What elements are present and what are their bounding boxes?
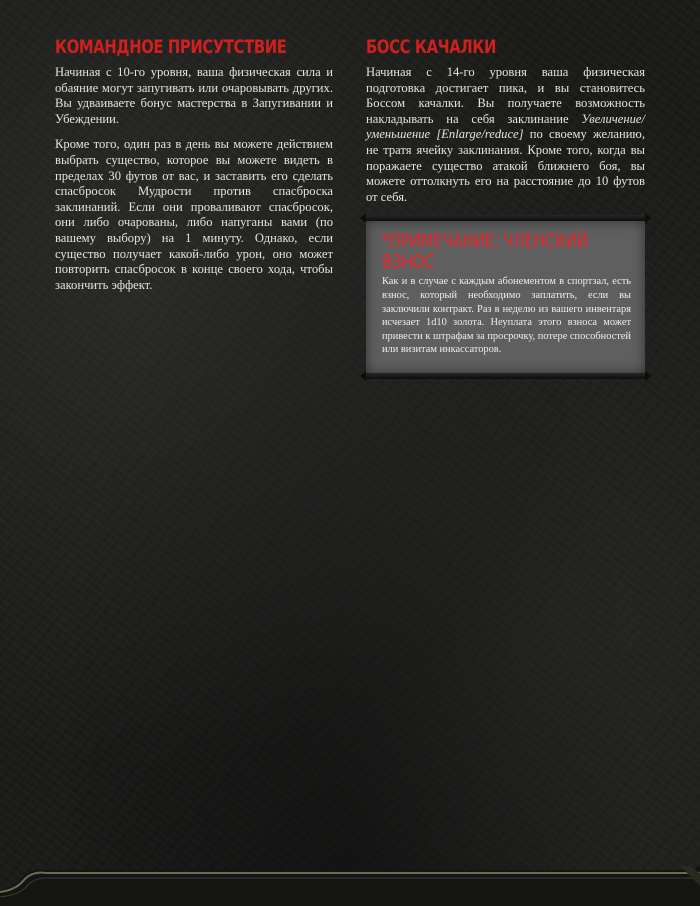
note-title: *ПРИМЕЧАНИЕ: ЧЛЕНСКИЙ ВЗНОС — [382, 230, 588, 274]
note-bottom-bar — [366, 373, 645, 379]
paragraph-commanding-presence-1: Начиная с 10-го уровня, ваша физическая сила и обаяние могут запугивать или очаровывать других. Вы удваиваете бонус мастерства в Запугивании и Убеждении. — [55, 65, 333, 126]
section-title-commanding-presence: КОМАНДНОЕ ПРИСУТСТВИЕ — [55, 36, 287, 58]
spell-name-enlarge-reduce: Увеличение/уменьшение [Enlarge/reduce] — [366, 111, 645, 142]
note-box — [366, 221, 645, 373]
note-text: Как и в случае с каждым абонементом в спортзал, есть взнос, который необходимо заплатить, если вы заключили контракт. Раз в неделю из вашего инвентаря исчезает 1d10 золота. Неуплата этого взноса может привести к штрафам за просрочку, потере способностей или визитам инкассаторов. — [382, 276, 631, 356]
right-column — [366, 36, 645, 379]
paragraph-gym-boss — [366, 65, 645, 205]
paragraph-commanding-presence-2: Кроме того, один раз в день вы можете действием выбрать существо, которое вы можете видеть в пределах 30 футов от вас, и заставить его сделать спасбросок Мудрости против спасброска заклинаний. Если они проваливают спасбросок, они либо очарованы, либо напуганы вами (по вашему выбору) на 1 минуту. Однако, если существо получает какой-либо урон, оно может повторить спасбросок в конце своего хода, чтобы закончить эффект. — [55, 137, 333, 292]
section-title-gym-boss: БОСС КАЧАЛКИ — [366, 36, 496, 58]
membership-fee-note — [366, 215, 645, 379]
page-border-ornament — [0, 866, 700, 906]
left-column — [55, 36, 333, 303]
paragraph-gym-boss-part2: по своему желанию, не тратя ячейку заклинания. Кроме того, когда вы поражаете существо атакой ближнего боя, вы можете оттолкнуть его на расстояние до 10 футов от себя. — [366, 127, 645, 204]
paragraph-gym-boss-part1: Начиная с 14-го уровня ваша физическая подготовка достигает пика, и вы становитесь Боссом качалки. Вы получаете возможность накладывать на себя заклинание — [366, 65, 645, 126]
